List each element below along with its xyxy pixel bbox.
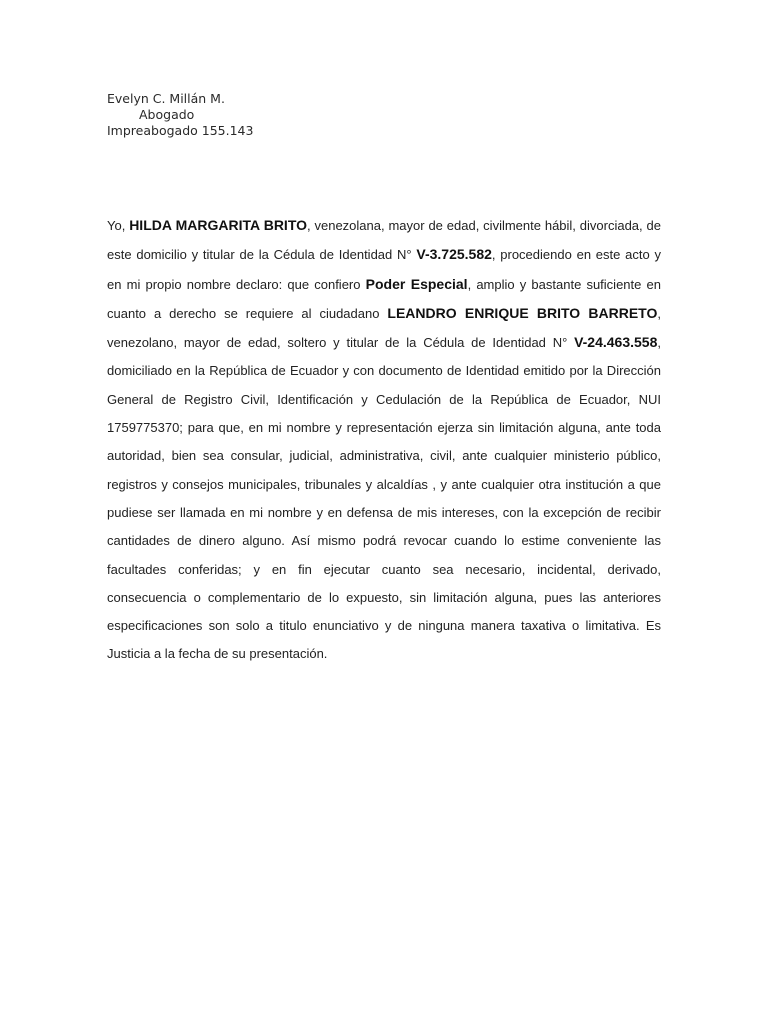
power-type: Poder Especial	[365, 275, 468, 292]
lawyer-title: Abogado	[139, 107, 195, 122]
attorney-id: V-24.463.558	[574, 334, 658, 351]
letterhead	[107, 91, 253, 139]
text-segment-5: , venezolano, mayor de edad, soltero y titular de la Cédula de Identidad N°	[107, 305, 661, 351]
text-segment-4: , amplio y bastante suficiente en cuanto a derecho se requiere al ciudadano	[107, 276, 661, 321]
lawyer-registry: Impreabogado 155.143	[107, 123, 254, 138]
grantor-id: V-3.725.582	[416, 246, 492, 263]
attorney-name: LEANDRO ENRIQUE BRITO BARRETO	[387, 304, 658, 321]
text-segment-6: , domiciliado en la República de Ecuador y con documento de Identidad emitido por la Dirección General de Registro Civil, Identificación y Cedulación de la República de Ecuador, NUI 1759775370; para que, en mi nombre y representación ejerza sin limitación alguna, ante toda autoridad, bien sea consular, judicial, administrativa, civil, ante cualquier ministerio público, registros y consejos municipales, tribunales y alcaldías , y ante cualquier otra institución a que pudiese ser llamada en mi nombre y en defensa de mis intereses, con la excepción de recibir cantidades de dinero alguno. Así mismo podrá revocar cuando lo estime conveniente las facultades conferidas; y en fin ejecutar cuanto sea necesario, incidental, derivado, consecuencia o complementario de lo expuesto, sin limitación alguna, pues las anteriores especificaciones son solo a titulo enunciativo y de ninguna manera taxativa o limitativa. Es Justicia a la fecha de su presentación.	[107, 335, 661, 662]
power-of-attorney-paragraph	[107, 211, 661, 669]
text-segment-3: , procediendo en este acto y en mi propio nombre declaro: que confiero	[107, 247, 661, 292]
grantor-name: HILDA MARGARITA BRITO	[129, 217, 308, 233]
text-segment-1: Yo,	[107, 218, 130, 233]
lawyer-name: Evelyn C. Millán M.	[107, 91, 225, 106]
text-segment-2: , venezolana, mayor de edad, civilmente hábil, divorciada, de este domicilio y titular de la Cédula de Identidad N°	[107, 218, 661, 263]
